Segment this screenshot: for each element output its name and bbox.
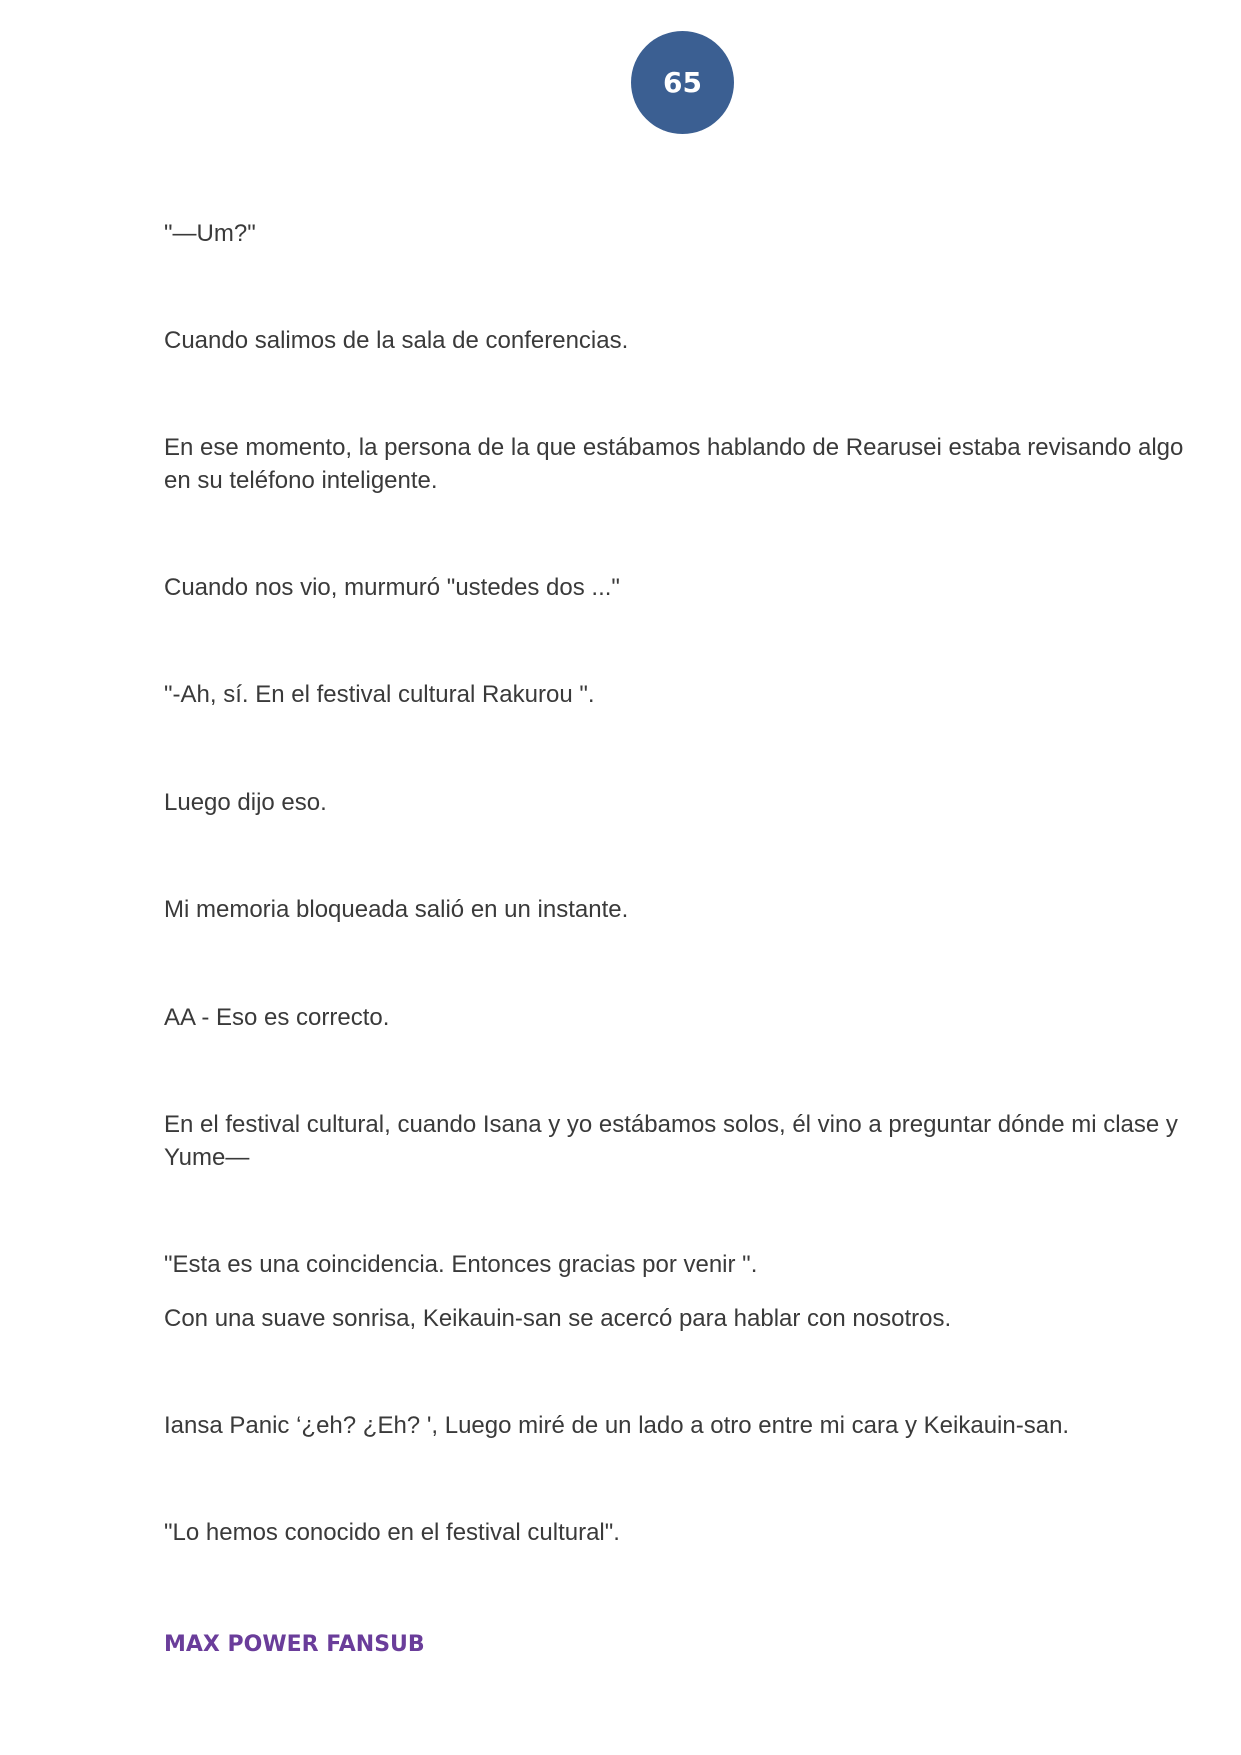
paragraph-11: Con una suave sonrisa, Keikauin-san se acercó para hablar con nosotros. (164, 1305, 952, 1332)
paragraph-5: "-Ah, sí. En el festival cultural Rakurou ". (164, 681, 595, 708)
paragraph-4: Cuando nos vio, murmuró "ustedes dos ..." (164, 574, 620, 601)
paragraph-13: "Lo hemos conocido en el festival cultural". (164, 1519, 620, 1546)
paragraph-12: Iansa Panic ‘¿eh? ¿Eh? ', Luego miré de un lado a otro entre mi cara y Keikauin-san. (164, 1412, 1070, 1439)
paragraph-6: Luego dijo eso. (164, 789, 327, 816)
paragraph-8: AA - Eso es correcto. (164, 1004, 390, 1031)
page-number-badge: 65 (631, 31, 734, 134)
paragraph-10: "Esta es una coincidencia. Entonces gracias por venir ". (164, 1251, 758, 1278)
paragraph-3: En ese momento, la persona de la que estábamos hablando de Rearusei estaba revisando algo en su teléfono inteligente. (164, 434, 1191, 494)
paragraph-9: En el festival cultural, cuando Isana y yo estábamos solos, él vino a preguntar dónde mi clase y Yume— (164, 1111, 1185, 1171)
paragraph-1: "—Um?" (164, 220, 256, 247)
fansub-credit: MAX POWER FANSUB (164, 1632, 425, 1657)
paragraph-7: Mi memoria bloqueada salió en un instante. (164, 896, 629, 923)
paragraph-2: Cuando salimos de la sala de conferencias. (164, 327, 629, 354)
